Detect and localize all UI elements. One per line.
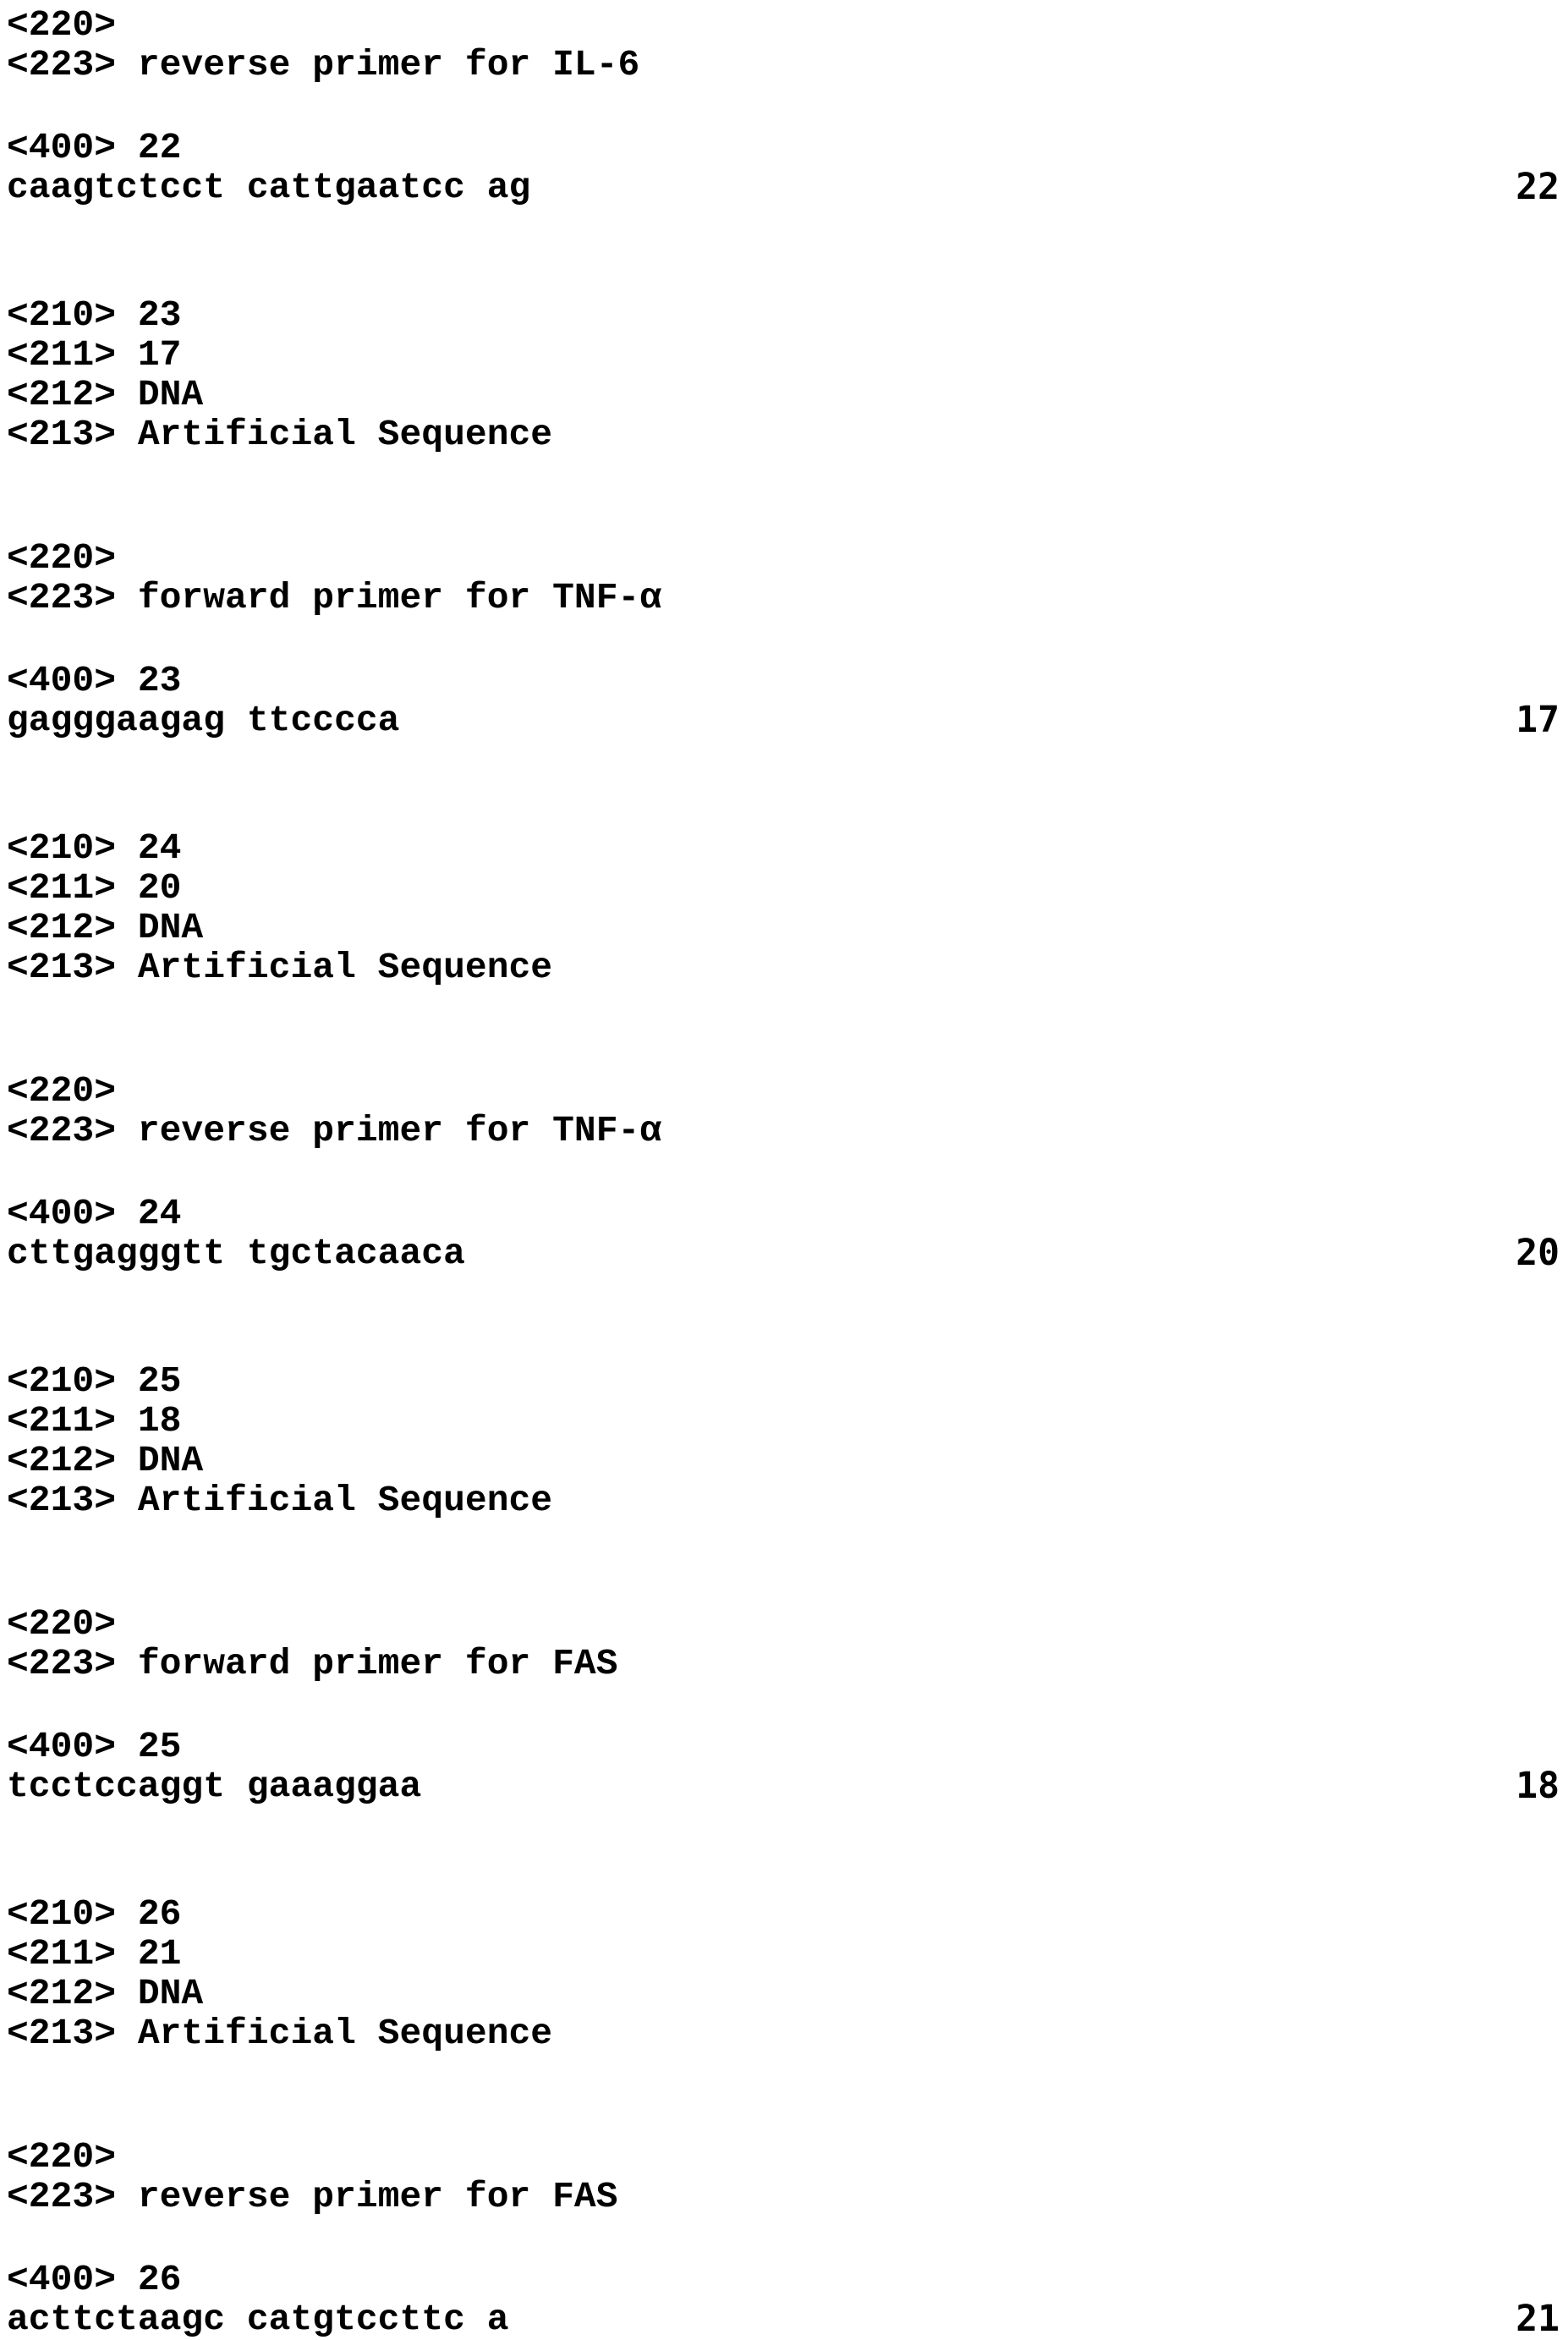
tag-400-line	[7, 1194, 1560, 1233]
tag-223-line	[7, 1644, 1560, 1684]
tag-223-line	[7, 45, 1560, 85]
tag-213-line	[7, 948, 1560, 987]
sequence-length-number: 18	[1516, 1765, 1560, 1807]
tag-210-line-text: <210> 23	[7, 294, 182, 336]
sequence-meta-block	[7, 1361, 1560, 1520]
tag-210-line	[7, 1894, 1560, 1934]
sequence-data-block	[7, 1194, 1560, 1273]
sequence-data-block	[7, 661, 1560, 740]
sequence-line	[7, 2299, 1560, 2339]
tag-211-line	[7, 1401, 1560, 1441]
tag-400-line-text: <400> 24	[7, 1193, 182, 1234]
tag-400-line	[7, 1727, 1560, 1766]
tag-212-line-text: <212> DNA	[7, 1973, 204, 2014]
tag-220-line	[7, 1604, 1560, 1644]
tag-211-line	[7, 335, 1560, 375]
sequence-feature-block	[7, 538, 1560, 618]
tag-400-line-text: <400> 22	[7, 127, 182, 168]
tag-210-line	[7, 828, 1560, 868]
tag-220-line-text: <220>	[7, 2136, 117, 2178]
tag-400-line-text: <400> 23	[7, 660, 182, 701]
tag-212-line	[7, 908, 1560, 948]
sequence-length-number: 22	[1516, 166, 1560, 208]
sequence-feature-block	[7, 1071, 1560, 1151]
sequence-line-text: caagtctcct cattgaatcc ag	[7, 167, 531, 208]
tag-223-line-text: <223> forward primer for FAS	[7, 1643, 618, 1684]
tag-211-line-text: <211> 21	[7, 1933, 182, 1975]
tag-400-line	[7, 661, 1560, 700]
tag-212-line	[7, 1974, 1560, 2013]
tag-213-line	[7, 1480, 1560, 1520]
sequence-line-text: cttgagggtt tgctacaaca	[7, 1233, 465, 1274]
tag-211-line-text: <211> 20	[7, 867, 182, 909]
tag-213-line-text: <213> Artificial Sequence	[7, 1480, 553, 1521]
tag-223-line-text: <223> forward primer for TNF-α	[7, 577, 662, 618]
tag-220-line-text: <220>	[7, 537, 117, 579]
sequence-line-text: tcctccaggt gaaaggaa	[7, 1766, 422, 1807]
sequence-meta-block	[7, 1894, 1560, 2053]
tag-210-line-text: <210> 26	[7, 1893, 182, 1935]
sequence-meta-block	[7, 295, 1560, 454]
tag-400-line	[7, 2260, 1560, 2299]
tag-400-line-text: <400> 26	[7, 2259, 182, 2300]
tag-400-line-text: <400> 25	[7, 1726, 182, 1767]
sequence-length-number: 20	[1516, 1232, 1560, 1274]
tag-213-line-text: <213> Artificial Sequence	[7, 2013, 553, 2054]
sequence-feature-block	[7, 5, 1560, 85]
tag-220-line	[7, 2137, 1560, 2177]
sequence-meta-block	[7, 828, 1560, 987]
tag-212-line-text: <212> DNA	[7, 374, 204, 415]
tag-212-line	[7, 1441, 1560, 1480]
tag-223-line	[7, 2177, 1560, 2216]
tag-213-line	[7, 2013, 1560, 2053]
tag-220-line-text: <220>	[7, 1070, 117, 1112]
sequence-length-number: 17	[1516, 699, 1560, 741]
tag-223-line	[7, 578, 1560, 618]
sequence-feature-block	[7, 2137, 1560, 2216]
sequence-data-block	[7, 128, 1560, 207]
tag-213-line-text: <213> Artificial Sequence	[7, 414, 553, 455]
tag-210-line	[7, 1361, 1560, 1401]
tag-220-line	[7, 5, 1560, 45]
sequence-line-text: gagggaagag ttcccca	[7, 700, 400, 741]
tag-220-line-text: <220>	[7, 1603, 117, 1645]
tag-212-line-text: <212> DNA	[7, 1440, 204, 1481]
tag-400-line	[7, 128, 1560, 168]
sequence-data-block	[7, 2260, 1560, 2339]
tag-212-line	[7, 375, 1560, 415]
tag-223-line-text: <223> reverse primer for FAS	[7, 2176, 618, 2217]
sequence-line-text: acttctaagc catgtccttc a	[7, 2299, 509, 2340]
tag-211-line	[7, 1934, 1560, 1974]
sequence-line	[7, 168, 1560, 207]
tag-213-line-text: <213> Artificial Sequence	[7, 947, 553, 988]
sequence-data-block	[7, 1727, 1560, 1806]
tag-211-line	[7, 868, 1560, 908]
tag-220-line	[7, 1071, 1560, 1111]
tag-223-line-text: <223> reverse primer for IL-6	[7, 44, 640, 85]
tag-213-line	[7, 415, 1560, 454]
sequence-line	[7, 1233, 1560, 1273]
sequence-length-number: 21	[1516, 2298, 1560, 2340]
tag-210-line	[7, 295, 1560, 335]
sequence-line	[7, 1766, 1560, 1806]
tag-210-line-text: <210> 25	[7, 1360, 182, 1402]
tag-220-line-text: <220>	[7, 4, 117, 46]
tag-211-line-text: <211> 18	[7, 1400, 182, 1442]
tag-211-line-text: <211> 17	[7, 334, 182, 376]
tag-212-line-text: <212> DNA	[7, 907, 204, 948]
tag-223-line-text: <223> reverse primer for TNF-α	[7, 1110, 662, 1151]
tag-223-line	[7, 1111, 1560, 1151]
tag-210-line-text: <210> 24	[7, 827, 182, 869]
sequence-feature-block	[7, 1604, 1560, 1684]
sequence-line	[7, 700, 1560, 740]
tag-220-line	[7, 538, 1560, 578]
